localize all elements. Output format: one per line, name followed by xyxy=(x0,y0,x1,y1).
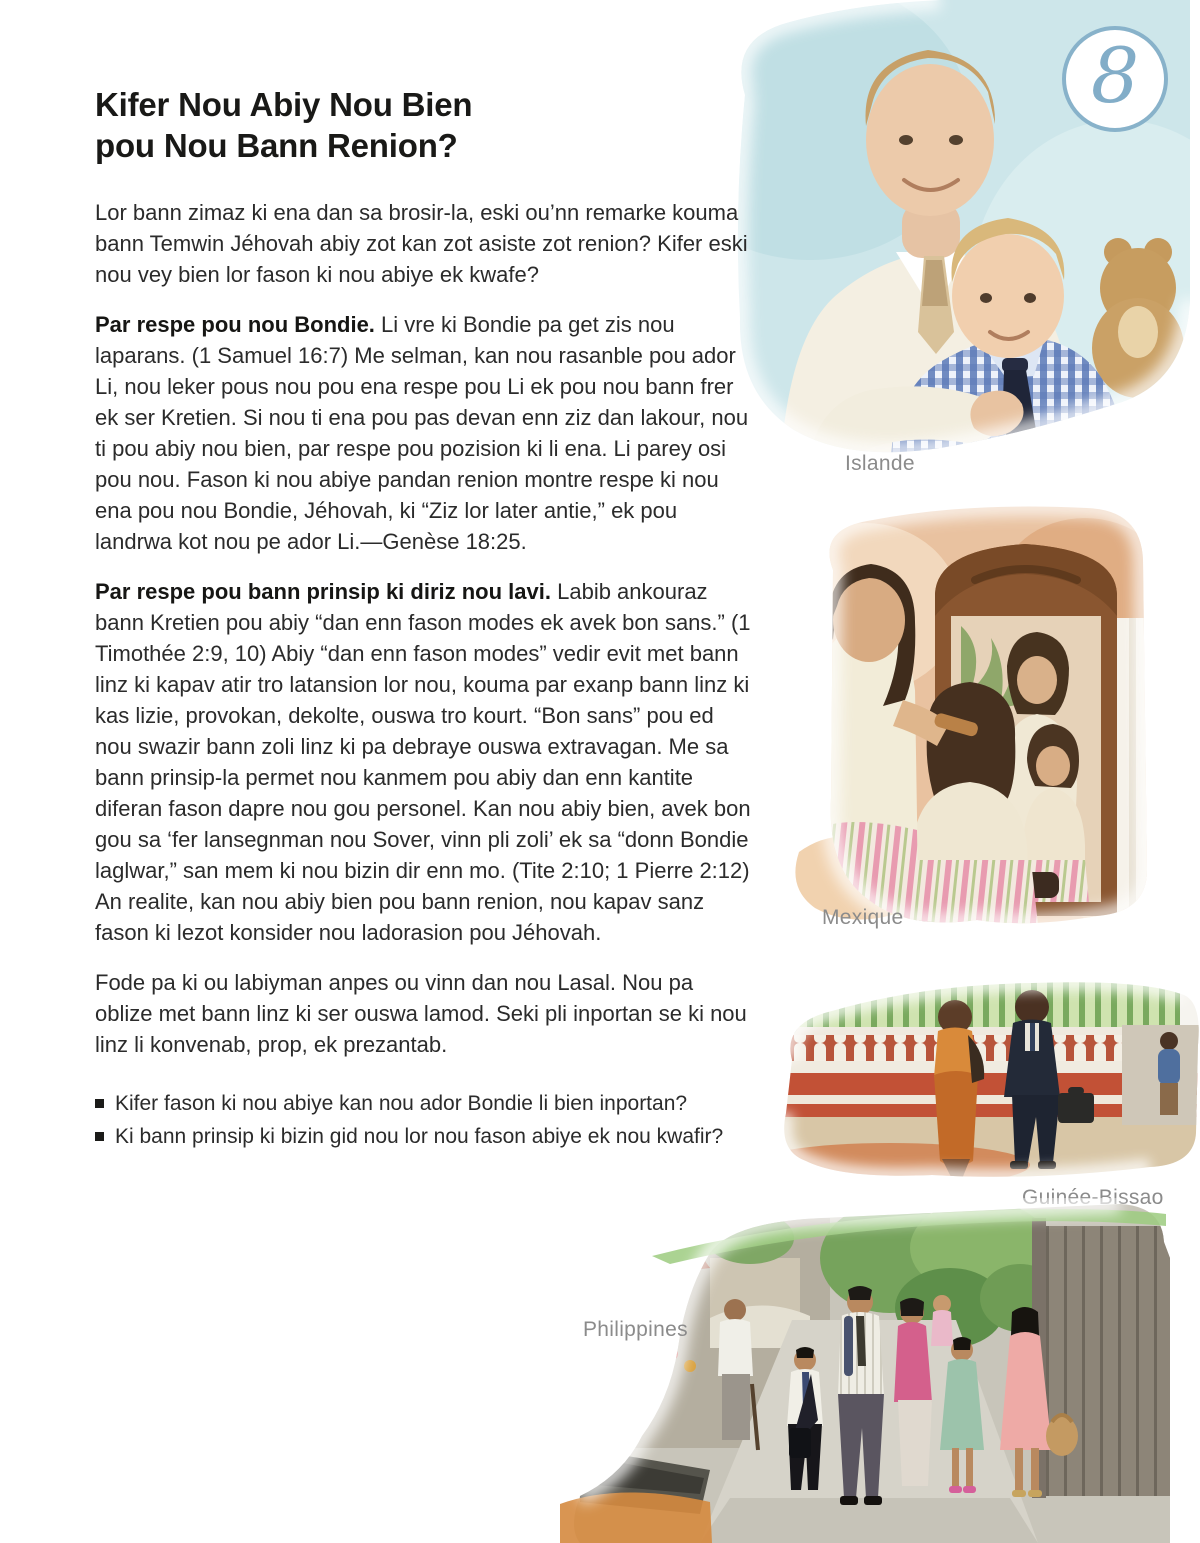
caption-islande: Islande xyxy=(845,452,915,475)
page-title-line1: Kifer Nou Abiy Nou Bien xyxy=(95,86,473,123)
review-questions xyxy=(95,1087,755,1153)
chapter-number: 8 xyxy=(1090,31,1140,120)
caption-philippines: Philippines xyxy=(583,1318,688,1341)
paragraph-body: Li vre ki Bondie pa get zis nou laparans. (1 Samuel 16:7) Me selman, kan nou rasanble pou ador Li, nou leker pous nou pou ena respe pou Li ek pou nou bann frer ek ser Kretien. Si nou ti ena pou pas devan enn ziz dan lakour, nou ti pou abiy nou bien, par respe pou pozision ki li ena. Li parey osi pou nou. Fason ki nou abiye pandan renion montre respe ki nou ena pou nou Bondie, Jéhovah, ki “Ziz lor later antie,” ek pou landrwa kot nou pe ador Li.—Genèse 18:25. xyxy=(95,312,749,554)
review-question-item xyxy=(95,1087,755,1120)
square-bullet-icon xyxy=(95,1099,104,1108)
paragraph-lead: Par respe pou nou Bondie. xyxy=(95,312,375,337)
photo-guinee-bissao xyxy=(770,965,1200,1195)
photo-philippines xyxy=(560,1198,1170,1543)
page-title xyxy=(95,84,755,166)
paragraph-lead: Par respe pou bann prinsip ki diriz nou lavi. xyxy=(95,579,551,604)
square-bullet-icon xyxy=(95,1132,104,1141)
caption-mexique: Mexique xyxy=(822,906,904,929)
closing-paragraph: Fode pa ki ou labiyman anpes ou vinn dan nou Lasal. Nou pa oblize met bann linz ki ser ouswa lamod. Seki pli inportan se ki nou linz li konvenab, prop, ek prezantab. xyxy=(95,970,747,1057)
review-question-text: Ki bann prinsip ki bizin gid nou lor nou fason abiye ek nou kwafir? xyxy=(115,1125,724,1148)
intro-paragraph: Lor bann zimaz ki ena dan sa brosir-la, eski ou’nn remarke kouma bann Temwin Jéhovah abiy zot kan zot asiste zot renion? Kifer eski nou vey bien lor fason ki nou abiye ek kwafe? xyxy=(95,200,748,287)
review-question-text: Kifer fason ki nou abiye kan nou ador Bondie li bien inportan? xyxy=(115,1092,688,1115)
article-text-column xyxy=(95,84,755,1153)
review-question-item xyxy=(95,1120,755,1153)
chapter-number-badge xyxy=(1062,26,1168,132)
photo-mexique xyxy=(785,498,1155,943)
paragraph-body: Labib ankouraz bann Kretien pou abiy “dan enn fason modes ek avek bon sans.” (1 Timothée 2:9, 10) Abiy “dan enn fason modes” vedir evit met bann linz ki kapav atir tro latansion lor nou, kouma par exanp bann linz ki kas lizie, provokan, dekolte, ouswa tro kourt. “Bon sans” pou ed nou swazir bann zoli linz ki pa debraye ouswa extravagan. Me sa bann prinsip-la permet nou kanmem pou abiy dan enn kantite diferan fason dapre nou gou personel. Kan nou abiy bien, avek bon gou sa ‘fer lansegnman nou Sover, vinn pli zoli’ ek sa “donn Bondie laglwar,” san mem ki nou bizin dir enn mo. (Tite 2:10; 1 Pierre 2:12) An realite, kan nou abiy bien pou bann renion, nou kapav sanz fason ki lezot konsider nou ladorasion pou Jéhovah. xyxy=(95,579,751,945)
caption-guinee-bissao: Guinée-Bissao xyxy=(1022,1186,1164,1209)
page-title-line2: pou Nou Bann Renion? xyxy=(95,127,458,164)
paragraph-respect-principles xyxy=(95,576,755,948)
paragraph-respect-god xyxy=(95,309,755,557)
